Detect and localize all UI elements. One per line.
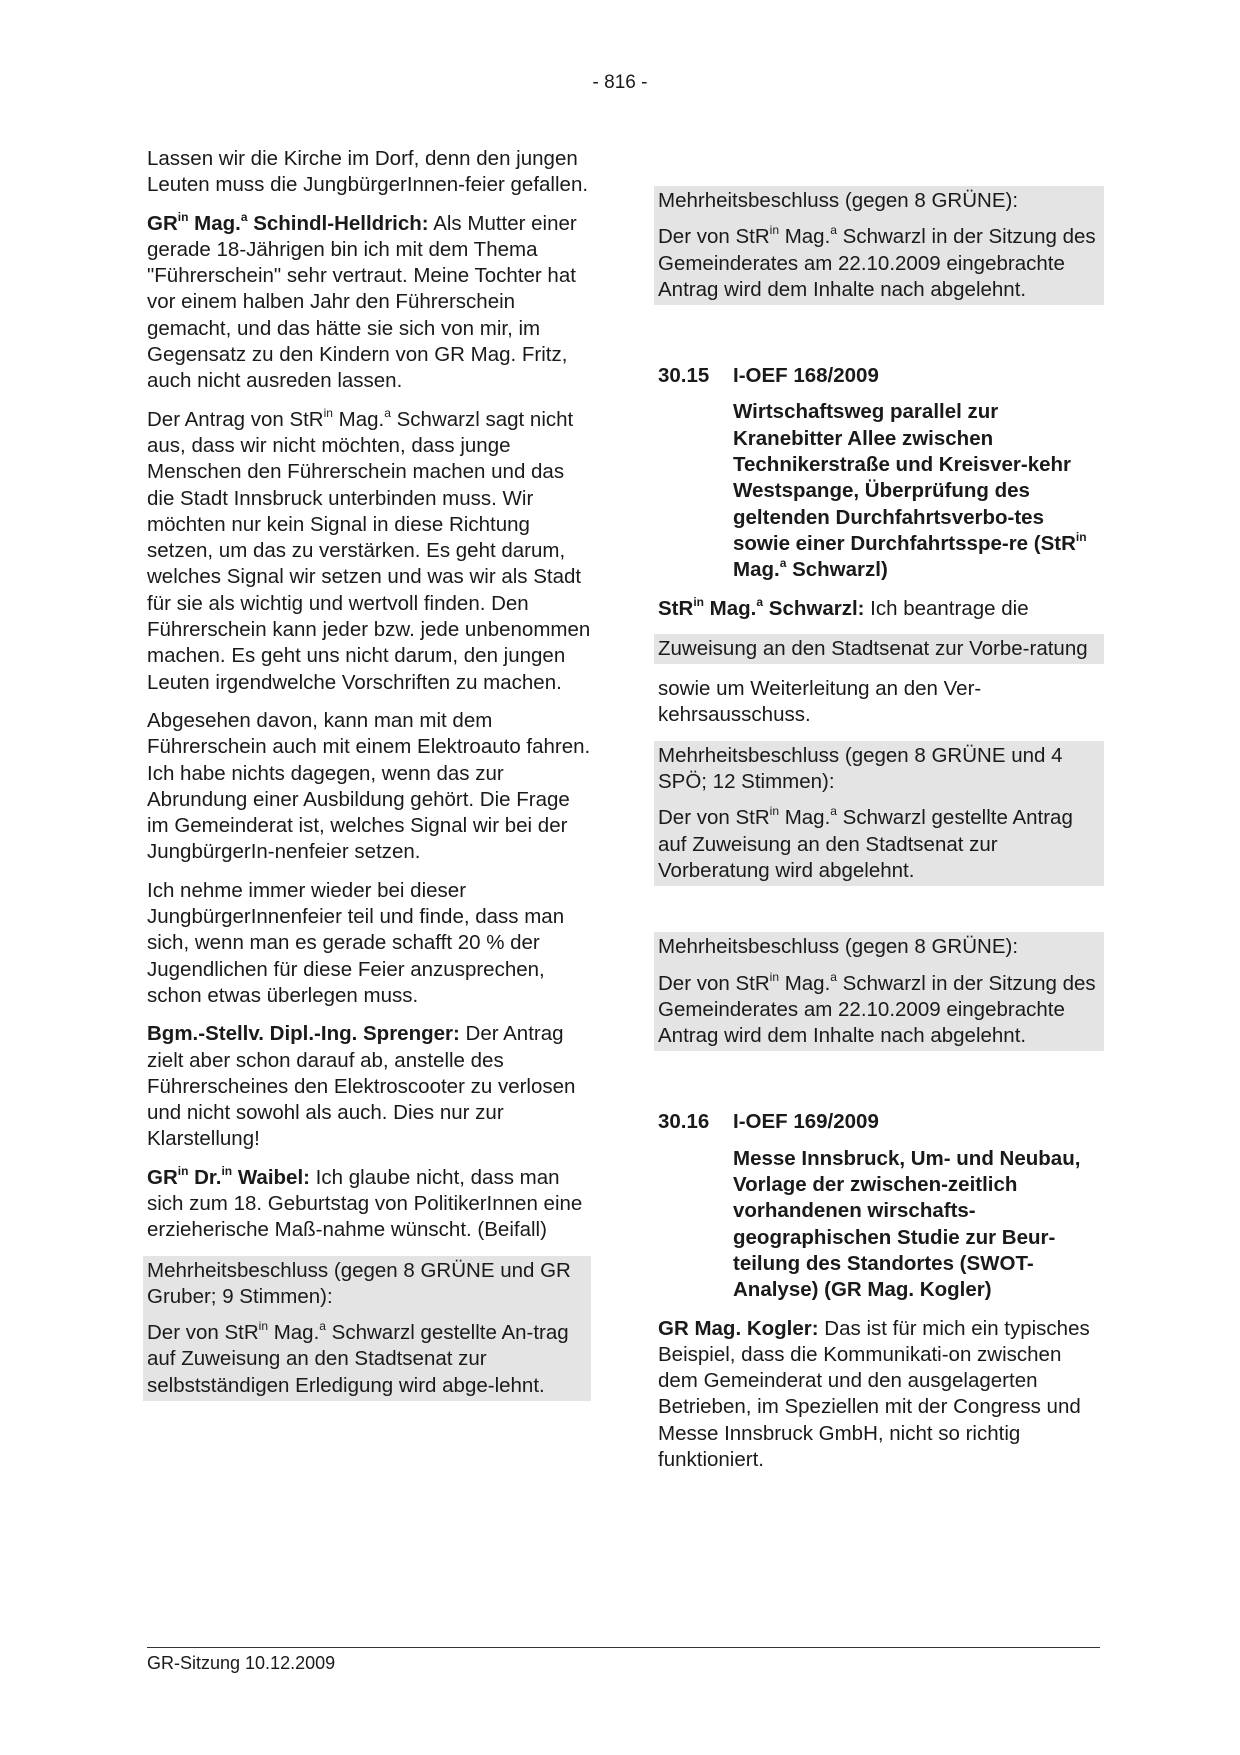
- left-column: [147, 146, 591, 1401]
- speech-schindl-helldrich: $GR^{in}$ Mag.$^a$ Schindl-Helldrich: Als Mutter einer gerade 18-Jährigen bin ich mit dem Thema "Führerschein" sehr vertraut. Meine Tochter hat vor einem halben Jahr den Führerschein gemacht, und das hätte sie sich von mir, im Gegensatz zu den Kindern von GR Mag. Fritz, auch nicht ausreden lassen.: [147, 209, 577, 393]
- resolution-result: Mehrheitsbeschluss (gegen 8 GRÜNE und 4 SPÖ; 12 Stimmen):: [658, 743, 1063, 794]
- resolution-box: [654, 932, 1104, 1051]
- resolution-result: Mehrheitsbeschluss (gegen 8 GRÜNE):: [658, 189, 1019, 212]
- speech-waibel: $GR^{in}$ Dr.$^{in}$ Waibel: Ich glaube nicht, dass man sich zum 18. Geburtstag von PolitikerInnen eine erzieherische Maß-nahme wünscht. (Beifall): [147, 1163, 583, 1242]
- resolution-result: Mehrheitsbeschluss (gegen 8 GRÜNE):: [658, 935, 1019, 959]
- motion-text: Zuweisung an den Stadtsenat zur Vorbe-ratung: [658, 636, 1088, 660]
- speaker-name: Bgm.-Stellv. Dipl.-Ing. Sprenger:: [147, 1022, 460, 1046]
- paragraph: sowie um Weiterleitung an den Ver-kehrsausschuss.: [658, 677, 982, 727]
- agenda-item-title: Messe Innsbruck, Um- und Neubau, Vorlage der zwischen-zeitlich vorhandenen wirschafts-geographischen Studie zur Beur-teilung des Standortes (SWOT-Analyse) (GR Mag. Kogler): [733, 1146, 1081, 1302]
- motion-box: [654, 634, 1104, 664]
- speech-schwarzl: StR$^{in}$ Mag.$^a$ Schwarzl: Ich beantrage die: [658, 594, 1029, 620]
- footer-text: GR-Sitzung 10.12.2009: [147, 1653, 336, 1673]
- resolution-text: Der von StR$^{in}$ Mag.$^a$ Schwarzl in der Sitzung des Gemeinderates am 22.10.2009 eingebrachte Antrag wird dem Inhalte nach abgelehnt.: [658, 969, 1096, 1048]
- agenda-item-number: 30.15: [658, 364, 710, 388]
- speaker-name: StR$^{in}$ Mag.$^a$ Schwarzl:: [658, 594, 865, 620]
- resolution-box: [143, 1256, 591, 1401]
- agenda-item-number: 30.16: [658, 1110, 710, 1134]
- paragraph: Der Antrag von StR$^{in}$ Mag.$^a$ Schwarzl sagt nicht aus, dass wir nicht möchten, dass junge Menschen den Führerschein machen und das die Stadt Innsbruck unterbinden muss. Wir möchten nur kein Signal in diese Richtung setzen, um das zu verstärken. Es geht darum, welches Signal wir setzen und was wir als Stadt für sie als wichtig und wertvoll finden. Den Führerschein kann jeder bzw. jede unbenommen machen. Es geht uns nicht darum, den jungen Leuten irgendwelche Vorschriften zu machen.: [147, 405, 591, 694]
- paragraph: Lassen wir die Kirche im Dorf, denn den jungen Leuten muss die JungbürgerInnen-feier gefallen.: [147, 147, 589, 197]
- page-number: - 816 -: [592, 72, 648, 93]
- agenda-item-header: [658, 1109, 1104, 1135]
- resolution-box: [654, 741, 1104, 886]
- speech-kogler: GR Mag. Kogler: Das ist für mich ein typisches Beispiel, dass die Kommunikati-on zwischen dem Gemeinderat und den ausgelagerten Betrieben, im Speziellen mit der Congress und Messe Innsbruck GmbH, nicht so richtig funktioniert.: [658, 1316, 1090, 1471]
- footer-divider: [147, 1647, 1100, 1648]
- speaker-name: $GR^{in}$ Mag.$^a$ Schindl-Helldrich:: [147, 209, 429, 235]
- resolution-result: Mehrheitsbeschluss (gegen 8 GRÜNE und GR Gruber; 9 Stimmen):: [147, 1258, 571, 1308]
- speech-sprenger: Bgm.-Stellv. Dipl.-Ing. Sprenger: Der Antrag zielt aber schon darauf ab, anstelle des Führerscheines den Elektroscooter zu verlosen und nicht sowohl als auch. Dies nur zur Klarstellung!: [147, 1022, 576, 1151]
- resolution-text: Der von StR$^{in}$ Mag.$^a$ Schwarzl in der Sitzung des Gemeinderates am 22.10.2009 eingebrachte Antrag wird dem Inhalte nach abgelehnt.: [658, 223, 1096, 301]
- resolution-box: [654, 186, 1104, 305]
- speaker-name: GR Mag. Kogler:: [658, 1316, 819, 1340]
- right-column: [658, 186, 1104, 1485]
- speaker-name: $GR^{in}$ Dr.$^{in}$ Waibel:: [147, 1163, 310, 1189]
- agenda-item-title: Wirtschaftsweg parallel zur Kranebitter Allee zwischen Technikerstraße und Kreisver-kehr Westspange, Überprüfung des geltenden Durchfahrtsverbo-tes sowie einer Durchfahrtsspe-re (StR$^{in}$ Mag.$^a$ Schwarzl): [733, 400, 1087, 582]
- resolution-text: Der von StR$^{in}$ Mag.$^a$ Schwarzl gestellte Antrag auf Zuweisung an den Stadtsenat zur Vorberatung wird abgelehnt.: [658, 804, 1073, 882]
- agenda-item-header: [658, 363, 1104, 389]
- resolution-text: Der von StR$^{in}$ Mag.$^a$ Schwarzl gestellte An-trag auf Zuweisung an den Stadtsenat zur selbstständigen Erledigung wird abge-lehnt.: [147, 1319, 569, 1397]
- agenda-item-code: I-OEF 169/2009: [733, 1110, 879, 1134]
- paragraph: Ich nehme immer wieder bei dieser JungbürgerInnenfeier teil und finde, dass man sich, wenn man es gerade schafft 20 % der Jugendlichen für diese Feier anzusprechen, schon etwas überlegen muss.: [147, 878, 565, 1007]
- agenda-item-code: I-OEF 168/2009: [733, 364, 879, 388]
- paragraph: Abgesehen davon, kann man mit dem Führerschein auch mit einem Elektroauto fahren. Ich habe nichts dagegen, wenn das zur Abrundung einer Ausbildung gehört. Die Frage im Gemeinderat ist, welches Signal wir bei der JungbürgerIn-nenfeier setzen.: [147, 708, 591, 864]
